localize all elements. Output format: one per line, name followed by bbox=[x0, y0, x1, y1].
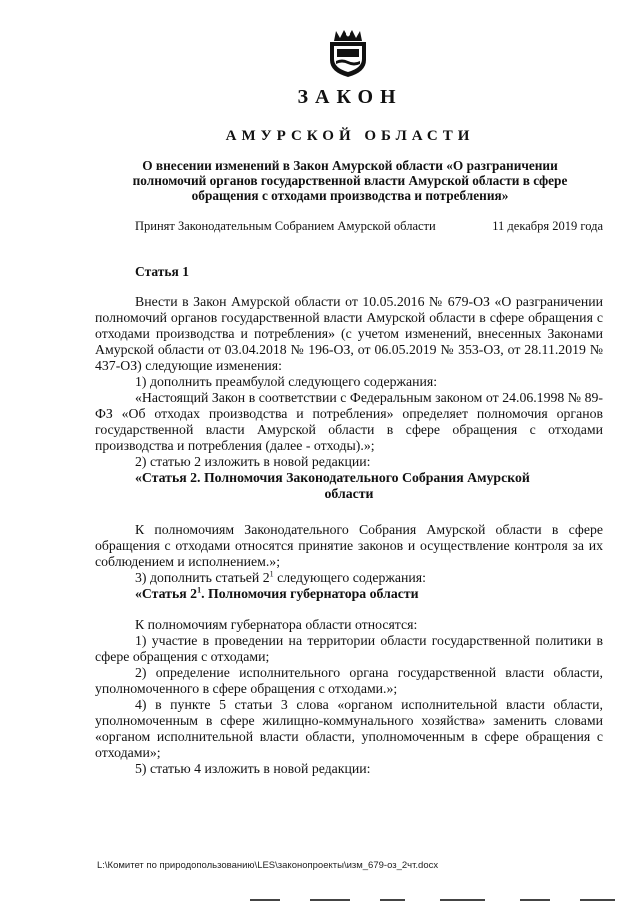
adoption-date: 11 декабря 2019 года bbox=[492, 219, 603, 233]
paragraph: 2) определение исполнительного органа государственной власти области, уполномоченного в сфере обращения с отходами.»; bbox=[95, 665, 603, 696]
paragraph: К полномочиям Законодательного Собрания Амурской области в сфере обращения с отходами относятся принятие законов и осуществление контроля за их соблюдением и исполнением.»; bbox=[95, 522, 603, 569]
coat-of-arms-icon bbox=[326, 28, 370, 78]
file-path-footer: L:\Комитет по природопользованию\LES\законопроекты\изм_679-оз_2чт.docx bbox=[97, 860, 439, 871]
superscript: 1 bbox=[197, 585, 202, 595]
document-title bbox=[100, 158, 600, 203]
region-heading: АМУРСКОЙ ОБЛАСТИ bbox=[225, 128, 475, 144]
adopted-by: Принят Законодательным Собранием Амурской области bbox=[135, 219, 436, 233]
paragraph: Внести в Закон Амурской области от 10.05.2016 № 679-ОЗ «О разграничении полномочий органов государственной власти Амурской области в сфере обращения с отходами производства и потребления» (с учетом изменений, внесенных Законами Амурской области от 03.04.2018 № 196-ОЗ, от 06.05.2019 № 353-ОЗ, от 28.11.2019 № 437-ОЗ) следующие изменения: bbox=[95, 294, 603, 373]
text-run: следующего содержания: bbox=[273, 570, 426, 585]
paragraph: 2) статью 2 изложить в новой редакции: bbox=[135, 454, 371, 469]
text-run: . Полномочия губернатора области bbox=[201, 586, 419, 601]
paragraph: К полномочиям губернатора области относятся: bbox=[135, 617, 418, 632]
paragraph: 1) дополнить преамбулой следующего содержания: bbox=[135, 374, 438, 389]
article-2-heading: «Статья 2. Полномочия Законодательного Собрания Амурской bbox=[135, 470, 530, 485]
paragraph: 5) статью 4 изложить в новой редакции: bbox=[135, 761, 371, 776]
title-line: О внесении изменений в Закон Амурской области «О разграничении bbox=[142, 158, 558, 173]
law-heading: ЗАКОН bbox=[297, 86, 403, 108]
paragraph: 1) участие в проведении на территории области государственной политики в сфере обращения с отходами; bbox=[95, 633, 603, 664]
document-body bbox=[95, 294, 603, 777]
paragraph bbox=[95, 570, 603, 586]
paragraph: «Настоящий Закон в соответствии с Федеральным законом от 24.06.1998 № 89-ФЗ «Об отходах производства и потребления» определяет полномочия органов государственной власти Амурской области в сфере обращения с отходами производства и потребления (далее - отходы).»; bbox=[95, 390, 603, 453]
article-heading: Статья 1 bbox=[135, 264, 189, 279]
text-run: 3) дополнить статьей 2 bbox=[135, 570, 270, 585]
article-2-1-heading bbox=[95, 586, 603, 602]
title-line: полномочий органов государственной власти Амурской области в сфере bbox=[132, 173, 568, 188]
adoption-line bbox=[135, 219, 603, 234]
paragraph: 4) в пункте 5 статьи 3 слова «органом исполнительной власти области, уполномоченным в сфере жилищно-коммунального хозяйства» заменить словами «органом исполнительной власти области, уполномоченным в сфере обращения с отходами»; bbox=[95, 697, 603, 760]
article-2-heading-cont: области bbox=[324, 486, 374, 501]
title-line: обращения с отходами производства и потребления» bbox=[191, 188, 509, 203]
text-run: «Статья 2 bbox=[135, 586, 198, 601]
superscript: 1 bbox=[269, 569, 274, 579]
scan-edge-marks bbox=[250, 898, 630, 902]
